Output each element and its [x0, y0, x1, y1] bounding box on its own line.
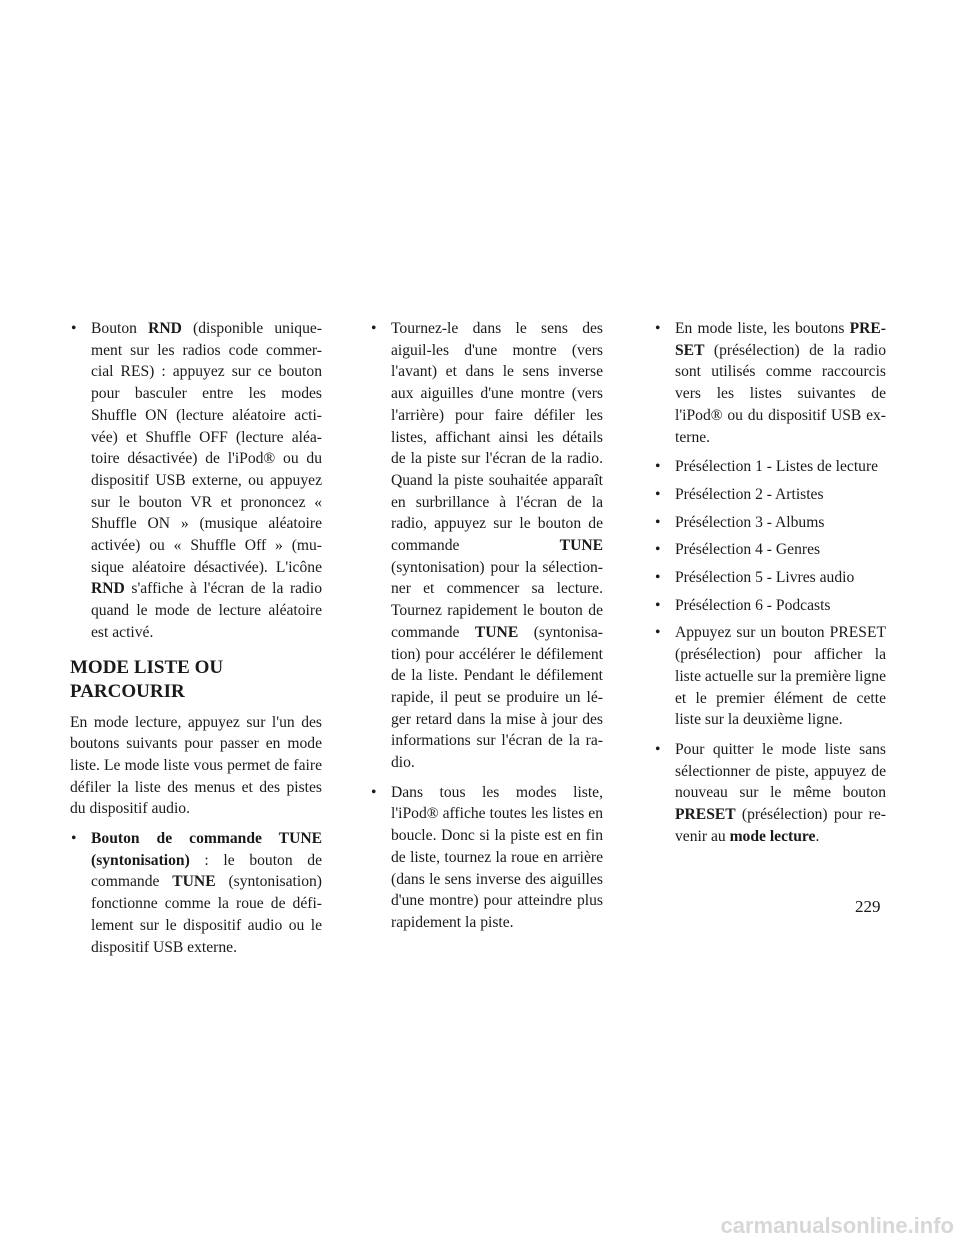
preset-item: • Présélection 3 - Albums — [654, 512, 886, 534]
bullet-preset-shortcuts: • En mode liste, les boutons PRE-SET (présélection) de la radio sont utilisés comme raccourcis vers les listes suivantes de l'iPod® ou du dispositif USB ex-terne. — [654, 318, 886, 448]
keyword-rnd-icon: RND — [91, 580, 125, 598]
page-number: 229 — [855, 897, 881, 916]
watermark: carmanualsonline.info — [720, 1213, 954, 1238]
intro-paragraph: En mode lecture, appuyez sur l'un des boutons suivants pour passer en mode liste. Le mode liste vous permet de faire défiler la liste des menus et des pistes du dispositif audio. — [70, 713, 322, 818]
bullet-turn-knob: • Tournez-le dans le sens des aiguil-les d'une montre (vers l'avant) et dans le sens inverse aux aiguilles d'une montre (vers l'arrière) pour faire défiler les listes, affichant ainsi les détails de la piste sur l'écran de la radio. Quand la piste souhaitée apparaît en surbrillance à l'écran de la radio, appuyez sur le bouton de commande TUNE (syntonisation) pour la sélection-ner et commencer sa lecture. Tournez rapidement le bouton de commande TUNE (syntonisa-tion) pour accélérer le défilement de la liste. Pendant le défilement rapide, il peut se produire un lé-ger retard dans la mise à jour des informations sur l'écran de la ra-dio. — [370, 318, 603, 774]
bullet-rnd-button: • Bouton RND (disponible unique-ment sur les radios code commer-cial RES) : appuyez sur ce bouton pour basculer entre les modes Shuffle ON (lecture aléatoire acti-vée) et Shuffle OFF (lecture aléa-toire désactivée) de l'iPod® ou du dispositif USB externe, ou appuyez sur le bouton VR et prononcez « Shuffle ON » (musique aléatoire activée) ou « Shuffle Off » (mu-sique aléatoire désactivée). L'icône RND s'affiche à l'écran de la radio quand le mode de lecture aléatoire est activé. — [70, 318, 322, 644]
bullet-list-loop: • Dans tous les modes liste, l'iPod® affiche toutes les listes en boucle. Donc si la piste est en fin de liste, tournez la roue en arrière (dans le sens inverse des aiguilles d'une montre) pour atteindre plus rapidement la piste. — [370, 782, 603, 934]
keyword-rnd: RND — [148, 320, 182, 337]
preset-item: • Présélection 1 - Listes de lecture — [654, 456, 886, 478]
preset-item: • Présélection 4 - Genres — [654, 539, 886, 561]
column-left — [70, 318, 322, 966]
preset-item: • Présélection 5 - Livres audio — [654, 567, 886, 589]
preset-item: • Présélection 6 - Podcasts — [654, 595, 886, 617]
column-middle — [370, 318, 603, 942]
bullet-preset-press: • Appuyez sur un bouton PRESET (présélection) pour afficher la liste actuelle sur la première ligne et le premier élément de cette liste sur la deuxième ligne. — [654, 622, 886, 731]
section-heading: MODE LISTE OU PARCOURIR — [70, 656, 224, 702]
bullet-tune-button: • Bouton de commande TUNE (syntonisation) : le bouton de commande TUNE (syntonisation) fonctionne comme la roue de défi-lement sur le dispositif audio ou le dispositif USB externe. — [70, 828, 322, 958]
column-right — [654, 318, 886, 855]
preset-item: • Présélection 2 - Artistes — [654, 484, 886, 506]
bullet-exit-list: • Pour quitter le mode liste sans sélectionner de piste, appuyez de nouveau sur le même bouton PRESET (présélection) pour re-venir au mode lecture. — [654, 739, 886, 848]
